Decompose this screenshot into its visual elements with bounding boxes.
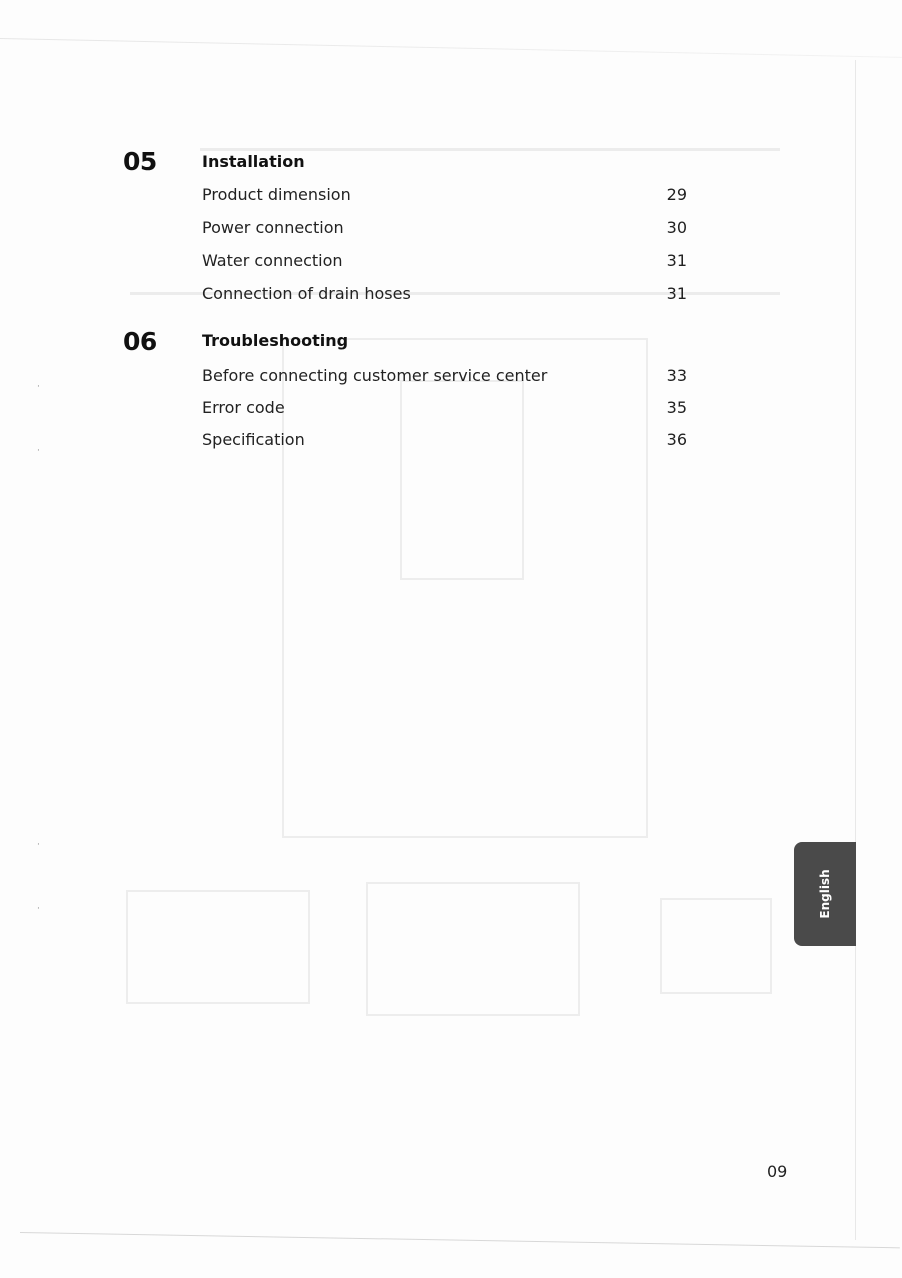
toc-entry[interactable] bbox=[202, 218, 689, 240]
binding-speck: · bbox=[37, 446, 40, 456]
toc-entry-label: Water connection bbox=[202, 251, 343, 270]
toc-entry[interactable] bbox=[202, 366, 689, 388]
language-tab-label: English bbox=[818, 869, 832, 919]
toc-entry-page: 31 bbox=[666, 284, 687, 303]
toc-entry-page: 33 bbox=[666, 366, 687, 385]
toc-entry-page: 30 bbox=[666, 218, 687, 237]
toc-entry[interactable] bbox=[202, 251, 689, 273]
toc-entry[interactable] bbox=[202, 185, 689, 207]
binding-speck: · bbox=[37, 382, 40, 392]
language-tab[interactable] bbox=[794, 842, 856, 946]
toc-entry[interactable] bbox=[202, 398, 689, 420]
section-number: 06 bbox=[123, 327, 157, 356]
page-edge-bottom bbox=[20, 1232, 900, 1248]
section-title: Troubleshooting bbox=[202, 331, 349, 350]
toc-entry-label: Specification bbox=[202, 430, 305, 449]
ghost-rule bbox=[200, 148, 780, 151]
toc-entry-page: 36 bbox=[666, 430, 687, 449]
ghost-lower-basket bbox=[126, 890, 310, 1004]
toc-entry-page: 31 bbox=[666, 251, 687, 270]
toc-entry-page: 29 bbox=[666, 185, 687, 204]
binding-speck: · bbox=[37, 904, 40, 914]
page-edge-top bbox=[0, 38, 902, 58]
toc-entry-label: Power connection bbox=[202, 218, 344, 237]
section-title: Installation bbox=[202, 152, 305, 171]
section-number: 05 bbox=[123, 147, 157, 176]
page-number: 09 bbox=[767, 1162, 788, 1181]
page-edge-right bbox=[855, 60, 856, 1240]
toc-entry-page: 35 bbox=[666, 398, 687, 417]
toc-entry[interactable] bbox=[202, 284, 689, 306]
toc-entry-label: Error code bbox=[202, 398, 285, 417]
ghost-cutlery-basket bbox=[660, 898, 772, 994]
toc-entry-label: Connection of drain hoses bbox=[202, 284, 411, 303]
toc-entry-label: Before connecting customer service center bbox=[202, 366, 548, 385]
binding-speck: · bbox=[37, 840, 40, 850]
ghost-upper-basket bbox=[366, 882, 580, 1016]
toc-entry-label: Product dimension bbox=[202, 185, 351, 204]
toc-entry[interactable] bbox=[202, 430, 689, 452]
